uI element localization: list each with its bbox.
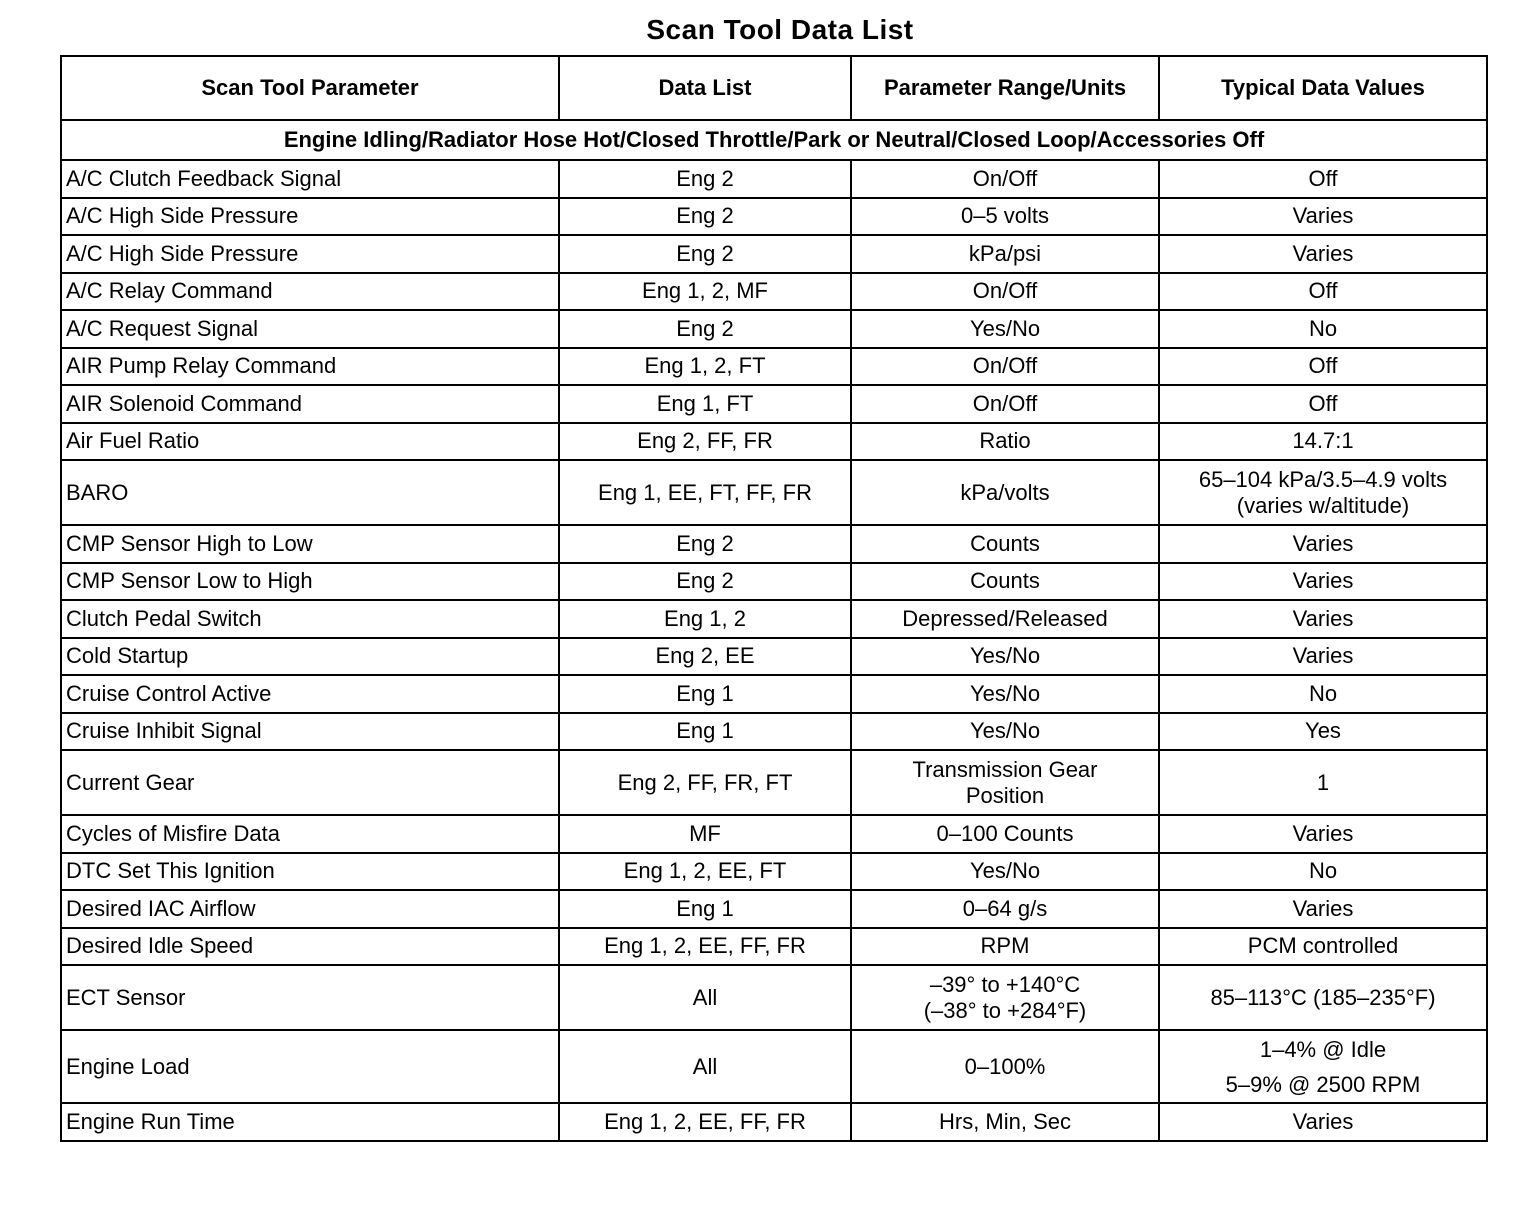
- cell-parameter: A/C High Side Pressure: [61, 235, 559, 273]
- cell-typical-line: PCM controlled: [1247, 933, 1399, 959]
- cell-range: [851, 235, 1159, 273]
- cell-typical-line: 1–4% @ Idle: [1259, 1036, 1387, 1062]
- cell-range-line: On/Off: [972, 390, 1038, 416]
- cell-range: [851, 160, 1159, 198]
- cell-data-list: Eng 1, 2, MF: [559, 273, 851, 311]
- cell-range-line: Counts: [970, 568, 1040, 594]
- cell-range-line: 0–5 volts: [960, 203, 1050, 229]
- cell-data-list: Eng 1, 2, FT: [559, 348, 851, 386]
- cell-parameter: A/C High Side Pressure: [61, 198, 559, 236]
- cell-typical: [1159, 853, 1487, 891]
- table-row: [61, 385, 1487, 423]
- cell-range-line: 0–100%: [964, 1053, 1046, 1079]
- table-row: [61, 563, 1487, 601]
- cell-typical: [1159, 385, 1487, 423]
- cell-parameter: A/C Clutch Feedback Signal: [61, 160, 559, 198]
- cell-range-line: Yes/No: [969, 643, 1041, 669]
- cell-typical-line: Varies: [1292, 605, 1354, 631]
- scan-tool-data-table: [60, 55, 1488, 1142]
- cell-parameter: Desired Idle Speed: [61, 928, 559, 966]
- cell-range-line: Yes/No: [969, 718, 1041, 744]
- cell-range-line: Position: [965, 782, 1045, 808]
- header-typical-data-values: Typical Data Values: [1159, 56, 1487, 120]
- cell-data-list: Eng 2: [559, 160, 851, 198]
- cell-typical-line: 1: [1316, 769, 1330, 795]
- cell-data-list: Eng 1, 2: [559, 600, 851, 638]
- cell-typical: [1159, 815, 1487, 853]
- cell-data-list: Eng 2: [559, 525, 851, 563]
- cell-range: [851, 563, 1159, 601]
- table-header-row: [61, 56, 1487, 120]
- cell-data-list: All: [559, 965, 851, 1030]
- cell-parameter: AIR Solenoid Command: [61, 385, 559, 423]
- cell-range-line: 0–64 g/s: [962, 895, 1048, 921]
- table-row: [61, 235, 1487, 273]
- table-row: [61, 890, 1487, 928]
- table-row: [61, 160, 1487, 198]
- cell-data-list: Eng 2, EE: [559, 638, 851, 676]
- cell-typical-line: Off: [1308, 353, 1338, 379]
- cell-range-line: Yes/No: [969, 680, 1041, 706]
- table-row: [61, 750, 1487, 815]
- table-row: [61, 815, 1487, 853]
- cell-typical: [1159, 348, 1487, 386]
- cell-range-line: On/Off: [972, 165, 1038, 191]
- cell-typical: [1159, 563, 1487, 601]
- cell-range: [851, 273, 1159, 311]
- table-row: [61, 423, 1487, 461]
- cell-range: [851, 713, 1159, 751]
- cell-data-list: Eng 1: [559, 890, 851, 928]
- table-row: [61, 460, 1487, 525]
- header-parameter-range: [851, 56, 1159, 120]
- cell-data-list: Eng 2, FF, FR: [559, 423, 851, 461]
- cell-range-line: On/Off: [972, 278, 1038, 304]
- cell-range: [851, 890, 1159, 928]
- cell-typical-line: Varies: [1292, 820, 1354, 846]
- cell-typical: [1159, 198, 1487, 236]
- cell-typical: [1159, 525, 1487, 563]
- cell-data-list: All: [559, 1030, 851, 1103]
- cell-typical-line: Varies: [1292, 240, 1354, 266]
- cell-typical-line: Varies: [1292, 895, 1354, 921]
- cell-typical-line: Varies: [1292, 530, 1354, 556]
- cell-range-line: RPM: [980, 933, 1030, 959]
- cell-range: [851, 1030, 1159, 1103]
- cell-parameter: CMP Sensor Low to High: [61, 563, 559, 601]
- table-row: [61, 638, 1487, 676]
- cell-range: [851, 1103, 1159, 1141]
- cell-typical: [1159, 600, 1487, 638]
- cell-range-line: kPa/volts: [960, 479, 1050, 505]
- table-row: [61, 675, 1487, 713]
- cell-parameter: Clutch Pedal Switch: [61, 600, 559, 638]
- table-row: [61, 965, 1487, 1030]
- cell-typical: [1159, 1030, 1487, 1103]
- cell-typical-line: (varies w/altitude): [1236, 492, 1410, 518]
- cell-data-list: Eng 2: [559, 198, 851, 236]
- cell-data-list: Eng 1, EE, FT, FF, FR: [559, 460, 851, 525]
- cell-range: [851, 675, 1159, 713]
- cell-parameter: Cruise Inhibit Signal: [61, 713, 559, 751]
- cell-typical: [1159, 965, 1487, 1030]
- cell-typical: [1159, 638, 1487, 676]
- cell-range: [851, 348, 1159, 386]
- cell-parameter: CMP Sensor High to Low: [61, 525, 559, 563]
- cell-parameter: Cold Startup: [61, 638, 559, 676]
- cell-range: [851, 525, 1159, 563]
- cell-typical-line: 14.7:1: [1292, 428, 1354, 454]
- cell-data-list: Eng 1, 2, EE, FT: [559, 853, 851, 891]
- cell-parameter: Cruise Control Active: [61, 675, 559, 713]
- cell-typical-line: 5–9% @ 2500 RPM: [1225, 1071, 1421, 1097]
- cell-typical-line: Varies: [1292, 643, 1354, 669]
- cell-typical: [1159, 928, 1487, 966]
- cell-range: [851, 815, 1159, 853]
- cell-data-list: MF: [559, 815, 851, 853]
- cell-parameter: DTC Set This Ignition: [61, 853, 559, 891]
- cell-range: [851, 600, 1159, 638]
- condition-text: Engine Idling/Radiator Hose Hot/Closed Throttle/Park or Neutral/Closed Loop/Accessories Off: [61, 120, 1487, 160]
- cell-range: [851, 853, 1159, 891]
- cell-range-line: Counts: [970, 530, 1040, 556]
- cell-typical: [1159, 310, 1487, 348]
- cell-typical-line: Off: [1308, 390, 1338, 416]
- cell-typical-line: No: [1308, 858, 1338, 884]
- cell-range-line: Transmission Gear: [912, 756, 1098, 782]
- page-title: Scan Tool Data List: [646, 14, 914, 45]
- table-row: [61, 1030, 1487, 1103]
- cell-data-list: Eng 2: [559, 563, 851, 601]
- cell-parameter: BARO: [61, 460, 559, 525]
- cell-typical: [1159, 235, 1487, 273]
- cell-range-line: 0–100 Counts: [936, 820, 1074, 846]
- cell-data-list: Eng 2, FF, FR, FT: [559, 750, 851, 815]
- cell-typical-line: Varies: [1292, 203, 1354, 229]
- cell-parameter: ECT Sensor: [61, 965, 559, 1030]
- cell-range: [851, 385, 1159, 423]
- cell-parameter: AIR Pump Relay Command: [61, 348, 559, 386]
- cell-range-line: kPa/psi: [968, 240, 1042, 266]
- cell-range-line: –39° to +140°C: [929, 971, 1081, 997]
- cell-parameter: Engine Load: [61, 1030, 559, 1103]
- table-row: [61, 713, 1487, 751]
- cell-typical-line: Off: [1308, 278, 1338, 304]
- cell-range: [851, 198, 1159, 236]
- cell-data-list: Eng 2: [559, 235, 851, 273]
- condition-row: [61, 120, 1487, 160]
- table-row: [61, 928, 1487, 966]
- cell-range-line: Depressed/Released: [902, 605, 1108, 631]
- header-range-line2: Range/Units: [997, 75, 1127, 100]
- table-row: [61, 198, 1487, 236]
- header-scan-tool-parameter: Scan Tool Parameter: [61, 56, 559, 120]
- table-row: [61, 853, 1487, 891]
- cell-typical-line: No: [1308, 680, 1338, 706]
- cell-range: [851, 460, 1159, 525]
- cell-parameter: A/C Request Signal: [61, 310, 559, 348]
- header-range-line1: Parameter: [883, 75, 992, 100]
- cell-range: [851, 638, 1159, 676]
- table-row: [61, 348, 1487, 386]
- cell-typical: [1159, 675, 1487, 713]
- cell-typical-line: Varies: [1292, 1108, 1354, 1134]
- table-row: [61, 525, 1487, 563]
- cell-typical: [1159, 273, 1487, 311]
- cell-range: [851, 750, 1159, 815]
- cell-range-line: (–38° to +284°F): [923, 997, 1087, 1023]
- cell-typical-line: Off: [1308, 165, 1338, 191]
- table-row: [61, 310, 1487, 348]
- cell-data-list: Eng 2: [559, 310, 851, 348]
- cell-range-line: Yes/No: [969, 315, 1041, 341]
- cell-data-list: Eng 1, FT: [559, 385, 851, 423]
- cell-data-list: Eng 1, 2, EE, FF, FR: [559, 928, 851, 966]
- cell-parameter: Current Gear: [61, 750, 559, 815]
- cell-typical-line: No: [1308, 315, 1338, 341]
- cell-parameter: Cycles of Misfire Data: [61, 815, 559, 853]
- table-row: [61, 1103, 1487, 1141]
- cell-data-list: Eng 1: [559, 675, 851, 713]
- cell-range-line: Yes/No: [969, 858, 1041, 884]
- cell-typical-line: 65–104 kPa/3.5–4.9 volts: [1198, 466, 1448, 492]
- cell-typical: [1159, 460, 1487, 525]
- cell-range: [851, 965, 1159, 1030]
- cell-range-line: Hrs, Min, Sec: [938, 1108, 1072, 1134]
- cell-parameter: Desired IAC Airflow: [61, 890, 559, 928]
- cell-parameter: A/C Relay Command: [61, 273, 559, 311]
- cell-typical: [1159, 713, 1487, 751]
- cell-typical: [1159, 890, 1487, 928]
- cell-typical-line: Varies: [1292, 568, 1354, 594]
- cell-typical: [1159, 750, 1487, 815]
- table-row: [61, 273, 1487, 311]
- cell-range-line: Ratio: [979, 428, 1031, 454]
- cell-typical-line: 85–113°C (185–235°F): [1210, 984, 1436, 1010]
- cell-typical: [1159, 1103, 1487, 1141]
- cell-typical: [1159, 423, 1487, 461]
- header-data-list: Data List: [559, 56, 851, 120]
- cell-range: [851, 310, 1159, 348]
- cell-typical: [1159, 160, 1487, 198]
- cell-data-list: Eng 1: [559, 713, 851, 751]
- cell-range-line: On/Off: [972, 353, 1038, 379]
- cell-range: [851, 423, 1159, 461]
- table-row: [61, 600, 1487, 638]
- cell-parameter: Air Fuel Ratio: [61, 423, 559, 461]
- cell-parameter: Engine Run Time: [61, 1103, 559, 1141]
- cell-data-list: Eng 1, 2, EE, FF, FR: [559, 1103, 851, 1141]
- cell-typical-line: Yes: [1305, 718, 1341, 744]
- cell-range: [851, 928, 1159, 966]
